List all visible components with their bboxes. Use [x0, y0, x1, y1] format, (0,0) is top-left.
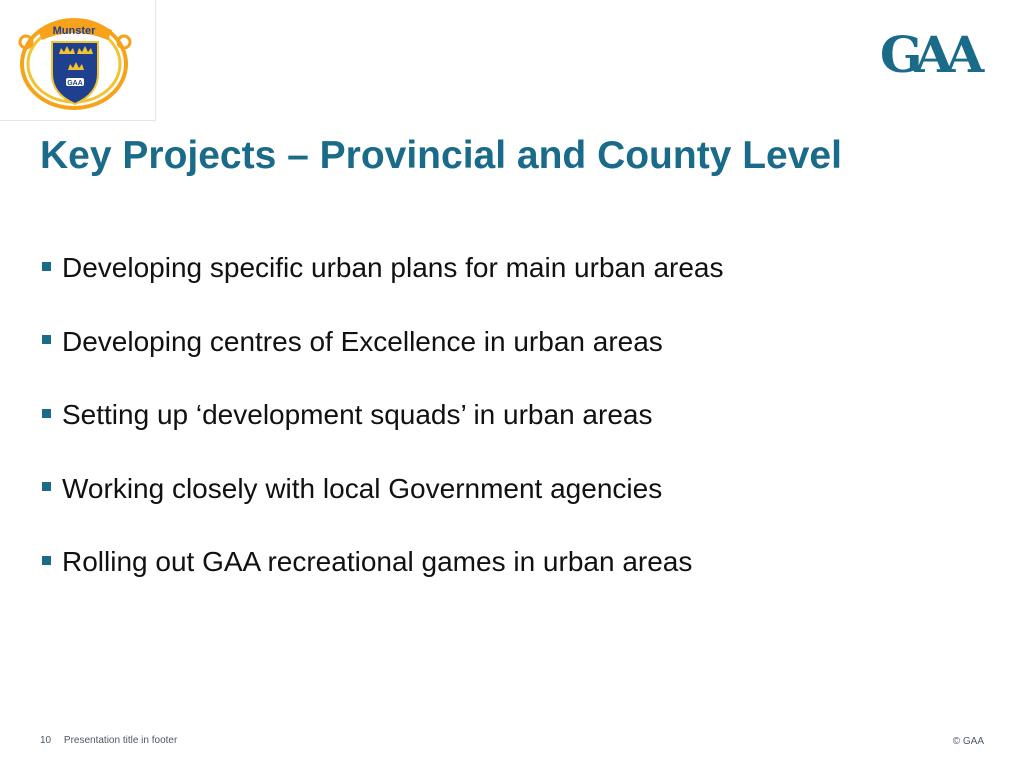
- munster-logo-box: [0, 0, 156, 121]
- bullet-square-icon: [42, 335, 51, 344]
- list-item: [42, 469, 724, 509]
- bullet-text: Developing centres of Excellence in urban areas: [62, 325, 663, 357]
- footer-left: [40, 735, 177, 746]
- list-item: [42, 395, 724, 435]
- bullet-square-icon: [42, 262, 51, 271]
- bullet-square-icon: [42, 482, 51, 491]
- list-item: [42, 542, 724, 582]
- list-item: [42, 248, 724, 288]
- page-number: 10: [40, 735, 52, 746]
- gaa-logo-text: GAA: [879, 28, 977, 80]
- bullet-square-icon: [42, 556, 51, 565]
- gaa-logo-icon: [868, 28, 988, 80]
- munster-crest-icon: [16, 12, 136, 112]
- bullet-square-icon: [42, 409, 51, 418]
- footer-title: Presentation title in footer: [63, 735, 178, 746]
- munster-logo-text: Munster: [52, 25, 96, 37]
- munster-logo-sub: GAA: [67, 80, 83, 87]
- bullet-text: Developing specific urban plans for main urban areas: [62, 252, 724, 283]
- bullet-text: Working closely with local Government agencies: [62, 472, 663, 504]
- bullet-text: Rolling out GAA recreational games in urban areas: [62, 546, 693, 577]
- list-item: [42, 322, 724, 362]
- footer-copyright: © GAA: [952, 736, 984, 747]
- bullet-list: [42, 248, 724, 616]
- slide-title: Key Projects – Provincial and County Level: [40, 134, 842, 177]
- bullet-text: Setting up ‘development squads’ in urban areas: [62, 399, 653, 430]
